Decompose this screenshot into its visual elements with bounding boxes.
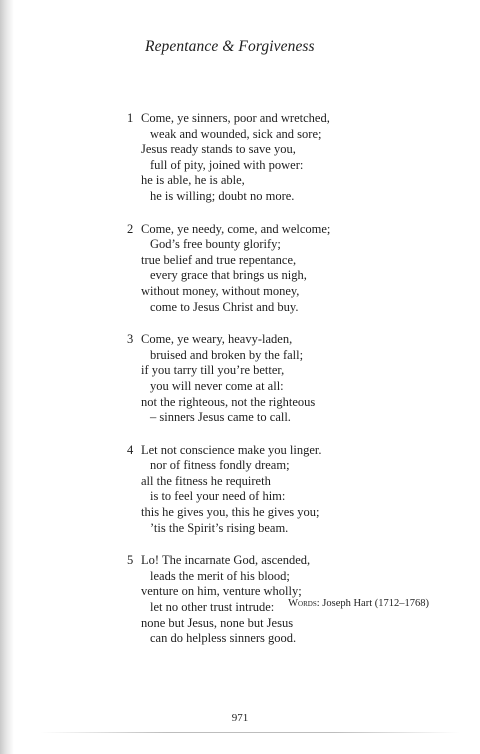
verse-line: weak and wounded, sick and sore;	[150, 126, 322, 141]
verse-line: all the fitness he requireth	[141, 473, 271, 488]
verse-line: Lo! The incarnate God, ascended,	[141, 553, 311, 568]
verse-line: true belief and true repentance,	[141, 252, 297, 267]
verse-line: Jesus ready stands to save you,	[141, 142, 296, 157]
verse-line: not the righteous, not the righteous	[141, 394, 316, 409]
verse-number: 3	[127, 332, 134, 347]
verse-number: 5	[127, 553, 134, 568]
verse-number: 4	[127, 442, 134, 457]
verse-line: he is able, he is able,	[141, 173, 245, 188]
verse-line: this he gives you, this he gives you;	[141, 505, 320, 520]
verse-line: without money, without money,	[141, 283, 300, 298]
section-title: Repentance & Forgiveness	[145, 38, 315, 55]
verse-line: none but Jesus, none but Jesus	[141, 615, 294, 630]
credit-label: Words:	[288, 598, 320, 609]
verse-line: Come, ye sinners, poor and wretched,	[141, 111, 330, 125]
verse-line: come to Jesus Christ and buy.	[150, 299, 299, 314]
verse-line: bruised and broken by the fall;	[150, 347, 304, 362]
verse-line: can do helpless sinners good.	[150, 631, 297, 646]
verse-number: 2	[127, 221, 134, 236]
verse-line: if you tarry till you’re better,	[141, 363, 285, 378]
verse-line: Let not conscience make you linger.	[141, 442, 322, 457]
verse-line: he is willing; doubt no more.	[150, 188, 295, 203]
verse	[127, 443, 427, 537]
verse-line: Come, ye needy, come, and welcome;	[141, 221, 331, 236]
verse-line: every grace that brings us nigh,	[150, 268, 307, 283]
hymn-text	[127, 111, 427, 664]
verse	[127, 111, 427, 205]
page-number: 971	[231, 712, 249, 724]
verse-line: you will never come at all:	[150, 378, 284, 393]
verse-number: 1	[127, 111, 134, 125]
page-binding-edge	[0, 0, 14, 754]
verse-line: let no other trust intrude:	[150, 600, 275, 615]
verse-line: – sinners Jesus came to call.	[150, 410, 291, 425]
bottom-divider	[40, 732, 460, 733]
author-credit	[288, 598, 429, 609]
verse-line: is to feel your need of him:	[150, 489, 286, 504]
credit-author: Joseph Hart (1712–1768)	[322, 598, 429, 609]
verse-line: ’tis the Spirit’s rising beam.	[150, 520, 289, 535]
verse-line: leads the merit of his blood;	[150, 568, 290, 583]
verse-line: full of pity, joined with power:	[150, 157, 304, 172]
verse	[127, 332, 427, 426]
verse-line: Come, ye weary, heavy-laden,	[141, 332, 293, 347]
verse-line: venture on him, venture wholly;	[141, 584, 302, 599]
verse-line: nor of fitness fondly dream;	[150, 458, 290, 473]
verse	[127, 222, 427, 316]
verse-line: God’s free bounty glorify;	[150, 237, 281, 252]
